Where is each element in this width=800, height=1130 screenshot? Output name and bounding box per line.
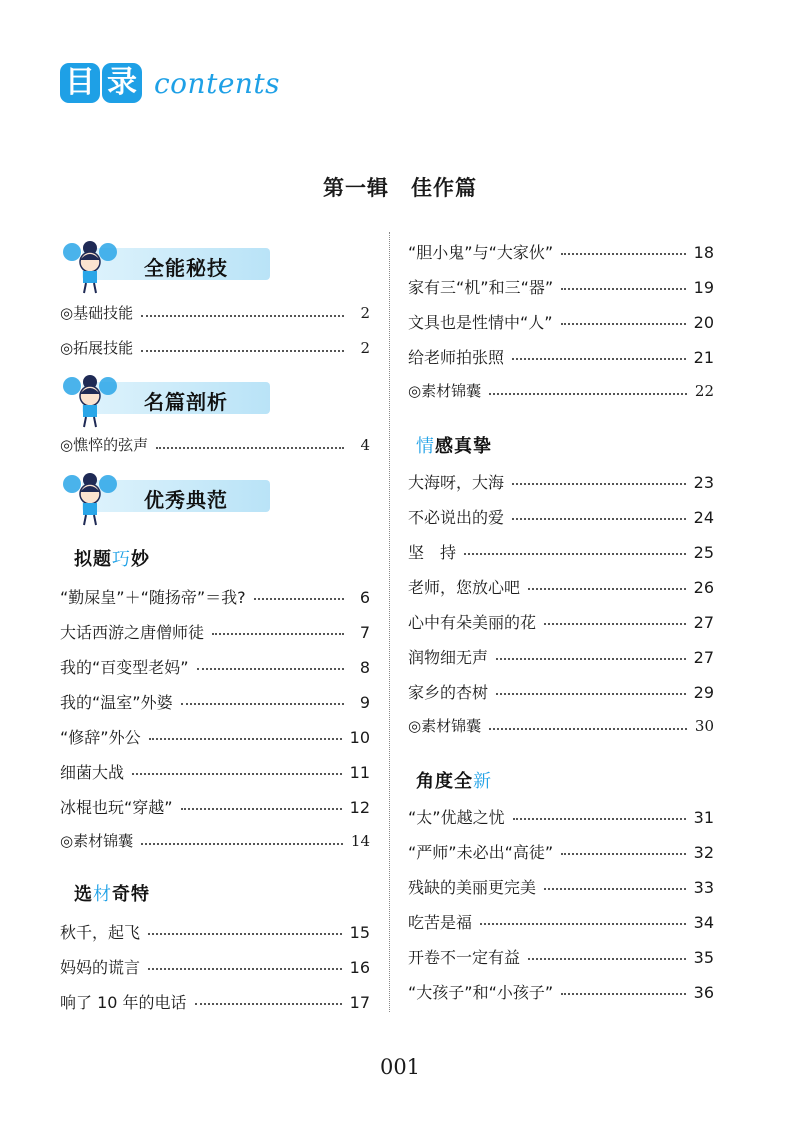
entry-title: 润物细无声 bbox=[408, 648, 489, 667]
entry-page: 36 bbox=[693, 983, 714, 1002]
dot-leader bbox=[197, 668, 344, 670]
entry-title: ◎憔悴的弦声 bbox=[60, 436, 149, 454]
toc-entry[interactable] bbox=[408, 275, 714, 297]
toc-entry[interactable] bbox=[408, 715, 714, 737]
dot-leader bbox=[141, 350, 344, 352]
dot-leader bbox=[212, 633, 344, 635]
dot-leader bbox=[489, 728, 687, 730]
entry-title: ◎素材锦囊 bbox=[60, 832, 134, 850]
mascot-icon bbox=[60, 238, 120, 298]
entry-page: 31 bbox=[693, 808, 714, 827]
subsection-heading-accent: 新 bbox=[473, 771, 492, 792]
toc-entry[interactable] bbox=[60, 920, 370, 942]
entry-page: 35 bbox=[693, 948, 714, 967]
dot-leader bbox=[561, 288, 685, 290]
banner-label: 名篇剖析 bbox=[144, 390, 228, 414]
entry-title: 老师，您放心吧 bbox=[408, 578, 521, 597]
entry-page: 8 bbox=[359, 658, 370, 677]
entry-title: 响了 10 年的电话 bbox=[60, 993, 187, 1012]
toc-header bbox=[60, 58, 280, 108]
entry-title: 我的“百变型老妈” bbox=[60, 658, 189, 677]
dot-leader bbox=[480, 923, 686, 925]
entry-page: 18 bbox=[693, 243, 714, 262]
entry-title: 家有三“机”和三“器” bbox=[408, 278, 554, 297]
entry-page: 23 bbox=[693, 473, 714, 492]
subsection-heading-post: 奇特 bbox=[112, 884, 150, 905]
entry-page: 16 bbox=[349, 958, 370, 977]
entry-title: “勤屎皇”＋“随扬帝”＝我? bbox=[60, 588, 246, 607]
entry-title: 大海呀，大海 bbox=[408, 473, 505, 492]
entry-page: 15 bbox=[349, 923, 370, 942]
entry-page: 20 bbox=[693, 313, 714, 332]
page-number: 001 bbox=[379, 1055, 421, 1079]
entry-title: 开卷不一定有益 bbox=[408, 948, 521, 967]
subsection-heading-post: 妙 bbox=[131, 549, 150, 570]
entry-page: 27 bbox=[693, 648, 714, 667]
subsection-heading-post: 感真挚 bbox=[435, 436, 492, 457]
dot-leader bbox=[132, 773, 342, 775]
entry-page: 32 bbox=[693, 843, 714, 862]
entry-title: 心中有朵美丽的花 bbox=[408, 613, 537, 632]
entry-title: 冰棍也玩“穿越” bbox=[60, 798, 173, 817]
subsection-heading-pre: 选 bbox=[74, 884, 93, 905]
entry-page: 2 bbox=[360, 304, 370, 322]
entry-title: “严师”未必出“高徒” bbox=[408, 843, 554, 862]
entry-page: 29 bbox=[693, 683, 714, 702]
entry-title: 妈妈的谎言 bbox=[60, 958, 141, 977]
dot-leader bbox=[254, 598, 344, 600]
toc-entry[interactable] bbox=[408, 840, 714, 862]
entry-page: 21 bbox=[693, 348, 714, 367]
toc-entry[interactable] bbox=[60, 795, 370, 817]
toc-logo-char-1: 目 bbox=[60, 63, 100, 103]
entry-page: 27 bbox=[693, 613, 714, 632]
entry-title: 大话西游之唐僧师徒 bbox=[60, 623, 205, 642]
dot-leader bbox=[561, 993, 685, 995]
entry-title: ◎素材锦囊 bbox=[408, 382, 482, 400]
mascot-icon bbox=[60, 470, 120, 530]
subsection-heading-pre: 拟题 bbox=[74, 549, 112, 570]
entry-page: 26 bbox=[693, 578, 714, 597]
category-banner-2 bbox=[60, 372, 270, 422]
dot-leader bbox=[496, 693, 686, 695]
entry-page: 30 bbox=[694, 717, 714, 735]
dot-leader bbox=[561, 253, 685, 255]
dot-leader bbox=[149, 738, 342, 740]
entry-title: “胆小鬼”与“大家伙” bbox=[408, 243, 554, 262]
entry-title: “大孩子”和“小孩子” bbox=[408, 983, 554, 1002]
entry-page: 14 bbox=[350, 832, 370, 850]
entry-page: 12 bbox=[349, 798, 370, 817]
category-banner-3 bbox=[60, 470, 270, 520]
toc-entry[interactable] bbox=[408, 805, 714, 827]
entry-page: 22 bbox=[694, 382, 714, 400]
dot-leader bbox=[528, 958, 686, 960]
dot-leader bbox=[512, 518, 686, 520]
dot-leader bbox=[512, 358, 686, 360]
subsection-heading-accent: 巧 bbox=[112, 549, 131, 570]
toc-entry[interactable] bbox=[60, 725, 370, 747]
toc-entry[interactable] bbox=[408, 945, 714, 967]
dot-leader bbox=[513, 818, 686, 820]
dot-leader bbox=[544, 623, 686, 625]
entry-page: 11 bbox=[349, 763, 370, 782]
toc-entry[interactable] bbox=[60, 690, 370, 712]
entry-page: 17 bbox=[349, 993, 370, 1012]
entry-page: 9 bbox=[359, 693, 370, 712]
dot-leader bbox=[512, 483, 686, 485]
toc-entry[interactable] bbox=[408, 680, 714, 702]
entry-title: ◎素材锦囊 bbox=[408, 717, 482, 735]
dot-leader bbox=[561, 853, 685, 855]
entry-page: 25 bbox=[693, 543, 714, 562]
dot-leader bbox=[148, 933, 342, 935]
banner-label: 优秀典范 bbox=[144, 488, 228, 512]
subsection-heading-pre: 角度全 bbox=[416, 771, 473, 792]
dot-leader bbox=[156, 447, 344, 449]
entry-title: 细菌大战 bbox=[60, 763, 125, 782]
toc-entry[interactable] bbox=[60, 830, 370, 852]
entry-page: 19 bbox=[693, 278, 714, 297]
entry-page: 10 bbox=[349, 728, 370, 747]
toc-entry[interactable] bbox=[60, 302, 370, 324]
contents-wordmark: contents bbox=[154, 66, 281, 100]
entry-title: “太”优越之忧 bbox=[408, 808, 505, 827]
toc-entry[interactable] bbox=[408, 310, 714, 332]
dot-leader bbox=[141, 315, 344, 317]
dot-leader bbox=[544, 888, 686, 890]
dot-leader bbox=[489, 393, 687, 395]
subsection-heading-accent: 材 bbox=[93, 884, 112, 905]
toc-entry[interactable] bbox=[408, 505, 714, 527]
toc-entry[interactable] bbox=[408, 875, 714, 897]
entry-title: 坚 持 bbox=[408, 543, 457, 562]
toc-entry[interactable] bbox=[60, 434, 370, 456]
dot-leader bbox=[141, 843, 343, 845]
entry-title: 吃苦是福 bbox=[408, 913, 473, 932]
toc-entry[interactable] bbox=[408, 645, 714, 667]
dot-leader bbox=[181, 808, 342, 810]
entry-page: 6 bbox=[359, 588, 370, 607]
toc-entry[interactable] bbox=[408, 380, 714, 402]
toc-entry[interactable] bbox=[60, 955, 370, 977]
toc-entry[interactable] bbox=[60, 620, 370, 642]
toc-entry[interactable] bbox=[60, 337, 370, 359]
toc-entry[interactable] bbox=[408, 910, 714, 932]
toc-entry[interactable] bbox=[60, 760, 370, 782]
entry-title: 家乡的杏树 bbox=[408, 683, 489, 702]
toc-entry[interactable] bbox=[408, 345, 714, 367]
banner-label: 全能秘技 bbox=[144, 256, 228, 280]
entry-page: 7 bbox=[359, 623, 370, 642]
subsection-heading bbox=[74, 545, 150, 571]
entry-title: ◎基础技能 bbox=[60, 304, 134, 322]
toc-entry[interactable] bbox=[60, 990, 370, 1012]
entry-title: 文具也是性情中“人” bbox=[408, 313, 553, 332]
entry-page: 33 bbox=[693, 878, 714, 897]
toc-entry[interactable] bbox=[408, 470, 714, 492]
toc-logo-char-2: 录 bbox=[102, 63, 142, 103]
subsection-heading bbox=[416, 767, 492, 793]
subsection-heading bbox=[416, 432, 492, 458]
entry-title: 不必说出的爱 bbox=[408, 508, 505, 527]
toc-entry[interactable] bbox=[60, 655, 370, 677]
dot-leader bbox=[181, 703, 344, 705]
entry-title: 我的“温室”外婆 bbox=[60, 693, 173, 712]
dot-leader bbox=[464, 553, 686, 555]
entry-page: 34 bbox=[693, 913, 714, 932]
column-divider bbox=[389, 232, 390, 1012]
entry-page: 2 bbox=[360, 339, 370, 357]
dot-leader bbox=[496, 658, 686, 660]
dot-leader bbox=[195, 1003, 342, 1005]
entry-title: 给老师拍张照 bbox=[408, 348, 505, 367]
entry-title: “修辞”外公 bbox=[60, 728, 141, 747]
dot-leader bbox=[561, 323, 686, 325]
section-title: 第一辑 佳作篇 bbox=[323, 176, 477, 200]
category-banner-1 bbox=[60, 238, 270, 288]
mascot-icon bbox=[60, 372, 120, 432]
entry-page: 4 bbox=[360, 436, 370, 454]
subsection-heading bbox=[74, 880, 150, 906]
dot-leader bbox=[148, 968, 342, 970]
toc-entry[interactable] bbox=[408, 240, 714, 262]
entry-page: 24 bbox=[693, 508, 714, 527]
toc-entry[interactable] bbox=[408, 980, 714, 1002]
toc-entry[interactable] bbox=[408, 575, 714, 597]
toc-entry[interactable] bbox=[60, 585, 370, 607]
entry-title: 秋千，起飞 bbox=[60, 923, 141, 942]
entry-title: 残缺的美丽更完美 bbox=[408, 878, 537, 897]
toc-entry[interactable] bbox=[408, 540, 714, 562]
toc-entry[interactable] bbox=[408, 610, 714, 632]
dot-leader bbox=[528, 588, 686, 590]
entry-title: ◎拓展技能 bbox=[60, 339, 134, 357]
subsection-heading-accent: 情 bbox=[416, 436, 435, 457]
